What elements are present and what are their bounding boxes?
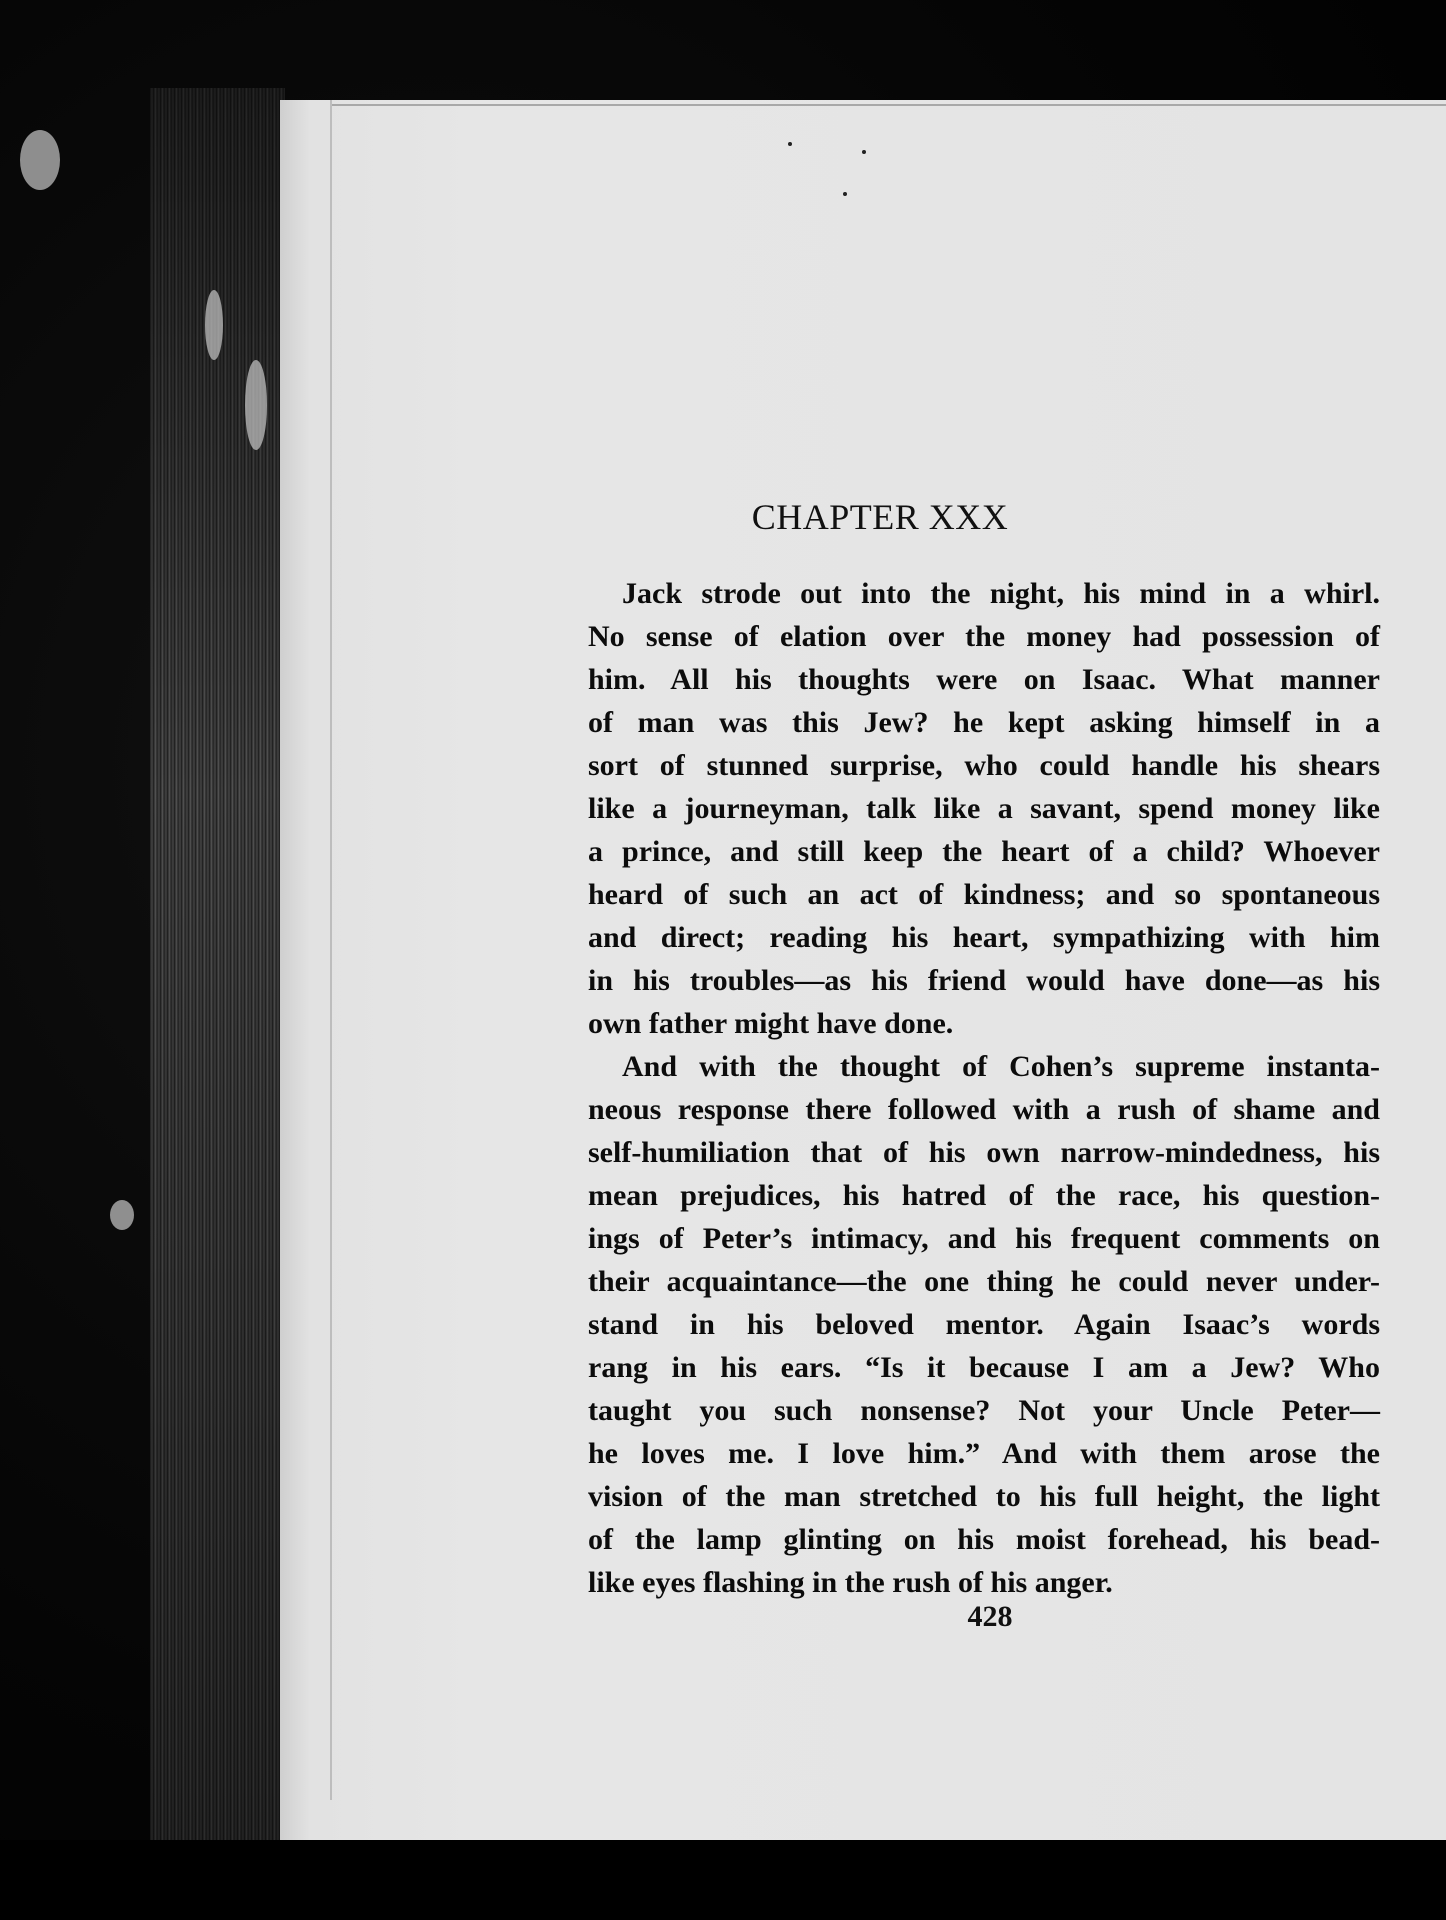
- text-line: vision of the man stretched to his full height, the light: [588, 1480, 1380, 1513]
- text-line: taught you such nonsense? Not your Uncle Peter—: [588, 1394, 1380, 1427]
- edge-speckle: [110, 1200, 134, 1230]
- text-line: a prince, and still keep the heart of a child? Whoever: [588, 835, 1380, 868]
- edge-speckle: [245, 360, 267, 450]
- text-line: heard of such an act of kindness; and so spontaneous: [588, 878, 1380, 911]
- speck: [843, 192, 847, 196]
- text-line: in his troubles—as his friend would have done—as his: [588, 964, 1380, 997]
- text-line: of the lamp glinting on his moist forehead, his bead-: [588, 1523, 1380, 1556]
- speck: [788, 142, 792, 146]
- page-number: 428: [967, 1600, 1013, 1633]
- page-top-edge: [330, 104, 1446, 106]
- chapter-title: CHAPTER XXX: [751, 497, 1009, 537]
- text-line: stand in his beloved mentor. Again Isaac’s words: [588, 1308, 1380, 1341]
- text-line: mean prejudices, his hatred of the race, his question-: [588, 1179, 1380, 1212]
- edge-speckle: [205, 290, 223, 360]
- text-line: like a journeyman, talk like a savant, spend money like: [588, 792, 1380, 825]
- scan-bottom-border: [0, 1840, 1446, 1920]
- text-line: and direct; reading his heart, sympathizing with him: [588, 921, 1380, 954]
- page-gutter-line: [330, 100, 332, 1800]
- body-text: [588, 572, 1380, 1604]
- text-line: him. All his thoughts were on Isaac. What manner: [588, 663, 1380, 696]
- text-line: And with the thought of Cohen’s supreme instanta-: [622, 1050, 1380, 1083]
- text-line: like eyes flashing in the rush of his anger.: [588, 1566, 1113, 1599]
- text-line: No sense of elation over the money had possession of: [588, 620, 1380, 653]
- text-line: self-humiliation that of his own narrow-mindedness, his: [588, 1136, 1380, 1169]
- text-line: own father might have done.: [588, 1007, 954, 1040]
- text-line: sort of stunned surprise, who could handle his shears: [588, 749, 1380, 782]
- speck: [862, 150, 866, 154]
- text-line: he loves me. I love him.” And with them arose the: [588, 1437, 1380, 1470]
- text-line: ings of Peter’s intimacy, and his frequent comments on: [588, 1222, 1380, 1255]
- text-line: neous response there followed with a rush of shame and: [588, 1093, 1380, 1126]
- text-line: rang in his ears. “Is it because I am a Jew? Who: [588, 1351, 1380, 1384]
- text-line: their acquaintance—the one thing he could never under-: [588, 1265, 1380, 1298]
- text-line: Jack strode out into the night, his mind in a whirl.: [622, 577, 1380, 610]
- edge-speckle: [20, 130, 60, 190]
- text-line: of man was this Jew? he kept asking himself in a: [588, 706, 1380, 739]
